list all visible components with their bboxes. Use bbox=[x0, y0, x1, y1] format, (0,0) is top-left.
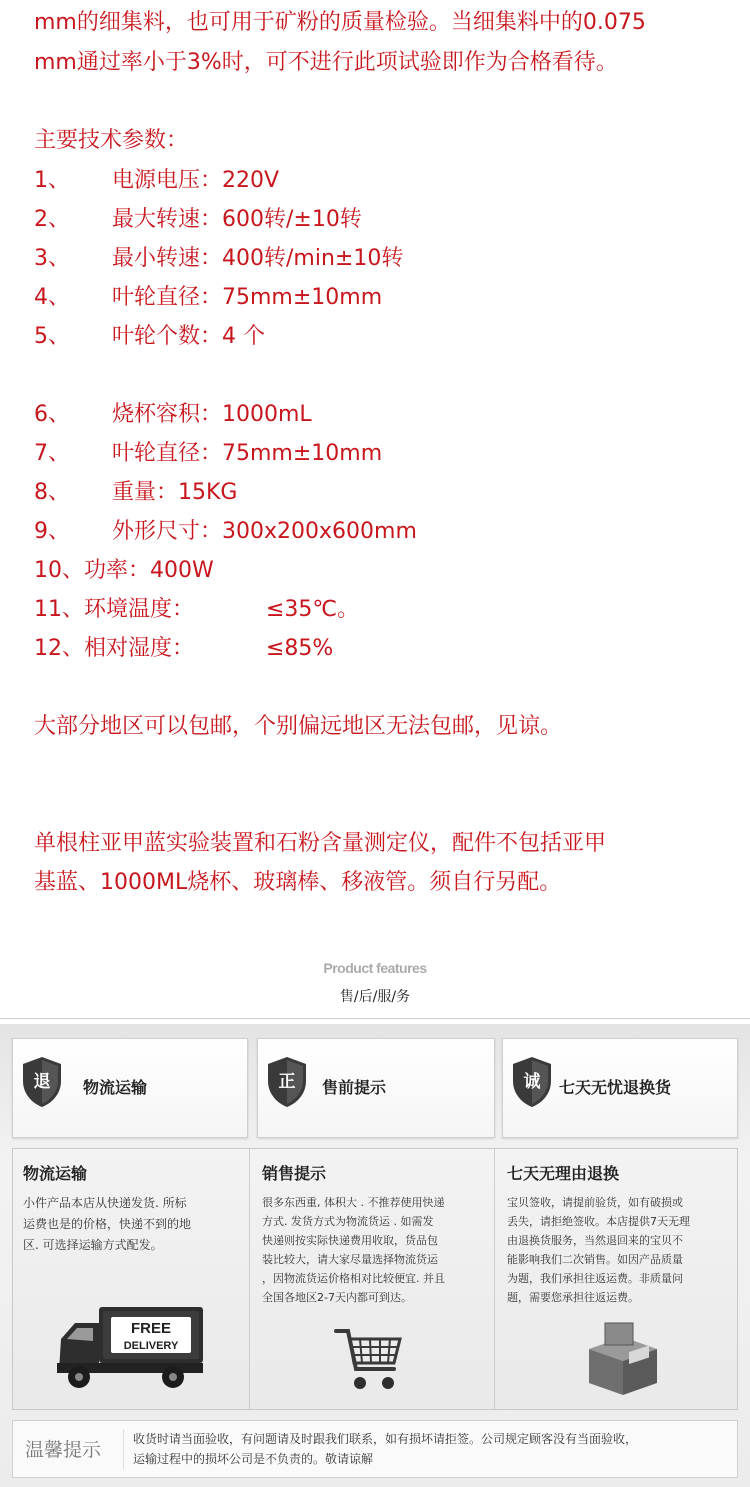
shipping-note: 大部分地区可以包邮，个别偏远地区无法包邮，见谅。 bbox=[34, 714, 563, 739]
spec-text: 重量：15KG bbox=[112, 480, 238, 505]
service-details-panel bbox=[12, 1148, 738, 1410]
body-line: 方式. 发货方式为物流货运 . 如需发 bbox=[262, 1215, 434, 1228]
spec-text: 相对湿度： bbox=[84, 636, 195, 661]
intro-line-1: mm的细集料，也可用于矿粉的质量检验。当细集料中的0.075 bbox=[34, 10, 646, 35]
warm-tip bbox=[12, 1420, 738, 1478]
badge-top-text: FREE bbox=[130, 1320, 172, 1337]
spec-number: 11、 bbox=[34, 597, 84, 622]
tip-text bbox=[133, 1429, 729, 1469]
spec-item bbox=[34, 400, 312, 430]
spec-text: 环境温度： bbox=[84, 597, 195, 622]
column-title: 物流运输 bbox=[23, 1164, 88, 1183]
spec-text: 烧杯容积：1000mL bbox=[112, 402, 312, 427]
shield-badge-text: 退 bbox=[33, 1072, 51, 1092]
spec-item bbox=[34, 244, 404, 274]
spec-item bbox=[34, 517, 417, 547]
spec-number: 7、 bbox=[34, 441, 70, 466]
card-label: 七天无忧退换货 bbox=[559, 1078, 672, 1097]
spec-number: 1、 bbox=[34, 168, 70, 193]
spec-number: 2、 bbox=[34, 207, 70, 232]
spec-item bbox=[34, 322, 265, 352]
features-title-en: Product features bbox=[323, 960, 427, 976]
spec-number: 5、 bbox=[34, 324, 70, 349]
tip-divider bbox=[123, 1429, 124, 1469]
spec-text: 叶轮个数：4 个 bbox=[112, 324, 265, 349]
service-card-logistics bbox=[12, 1038, 248, 1138]
body-line: 小件产品本店从快递发货. 所标 bbox=[23, 1196, 187, 1210]
shopping-cart-icon bbox=[334, 1325, 404, 1395]
body-line: 题，需要您承担往返运费。 bbox=[507, 1291, 639, 1304]
body-line: 快递则按实际快递费用收取，货品包 bbox=[262, 1234, 438, 1247]
spec-item bbox=[34, 556, 214, 586]
spec-number: 6、 bbox=[34, 402, 70, 427]
spec-item bbox=[34, 283, 383, 313]
spec-heading: 主要技术参数： bbox=[34, 128, 189, 153]
shield-badge-text: 正 bbox=[278, 1072, 296, 1092]
service-card-returns bbox=[502, 1038, 738, 1138]
tip-line: 运输过程中的损坏公司是不负责的。敬请谅解 bbox=[133, 1452, 374, 1466]
spec-number: 3、 bbox=[34, 246, 70, 271]
spec-number: 4、 bbox=[34, 285, 70, 310]
card-label: 售前提示 bbox=[322, 1078, 387, 1097]
service-card-presale bbox=[257, 1038, 495, 1138]
badge-bottom-text: DELIVERY bbox=[123, 1340, 179, 1352]
spec-number: 12、 bbox=[34, 636, 84, 661]
spec-item bbox=[34, 205, 362, 235]
spec-value: ≤35℃。 bbox=[266, 597, 360, 622]
body-line: 运费也是的价格，快递不到的地 bbox=[23, 1217, 192, 1231]
column-sales-tips bbox=[250, 1149, 494, 1409]
body-line: 丢失，请拒绝签收。本店提供7天无理 bbox=[507, 1215, 690, 1228]
column-title: 销售提示 bbox=[262, 1164, 327, 1183]
body-line: 为题，我们承担往返运费。非质量问 bbox=[507, 1272, 683, 1285]
body-line: 能影响我们二次销售。如因产品质量 bbox=[507, 1253, 683, 1266]
after-sales-service bbox=[0, 1024, 750, 1487]
body-line: 宝贝签收，请提前验货，如有破损或 bbox=[507, 1196, 683, 1209]
body-line: 很多东西重, 体积大 . 不推荐使用快递 bbox=[262, 1196, 445, 1209]
body-line: 由退换货服务，当然退回来的宝贝不 bbox=[507, 1234, 683, 1247]
body-line: 装比较大，请大家尽量选择物流货运 bbox=[262, 1253, 438, 1266]
column-logistics bbox=[13, 1149, 249, 1409]
spec-text: 叶轮直径：75mm±10mm bbox=[112, 441, 383, 466]
divider bbox=[0, 1018, 750, 1019]
spec-item bbox=[34, 439, 383, 469]
column-body bbox=[507, 1193, 727, 1307]
column-title: 七天无理由退换 bbox=[507, 1164, 620, 1183]
spec-text: 外形尺寸：300x200x600mm bbox=[112, 519, 417, 544]
tip-label: 温馨提示 bbox=[25, 1439, 102, 1461]
column-body bbox=[262, 1193, 486, 1307]
tip-line: 收货时请当面验收，有问题请及时跟我们联系，如有损坏请拒签。公司规定顾客没有当面验收， bbox=[133, 1432, 638, 1446]
spec-item bbox=[34, 634, 334, 664]
card-label: 物流运输 bbox=[83, 1078, 148, 1097]
spec-item bbox=[34, 595, 360, 625]
body-line: ，因物流货运价格相对比较便宜. 并且 bbox=[262, 1272, 445, 1285]
shield-badge-text: 诚 bbox=[523, 1072, 541, 1092]
package-box-icon bbox=[583, 1319, 663, 1399]
spec-number: 8、 bbox=[34, 480, 70, 505]
accessory-note-line-1: 单根柱亚甲蓝实验装置和石粉含量测定仪，配件不包括亚甲 bbox=[34, 831, 607, 856]
intro-line-2: mm通过率小于3%时，可不进行此项试验即作为合格看待。 bbox=[34, 50, 618, 75]
spec-text: 最大转速：600转/±10转 bbox=[112, 207, 362, 232]
column-returns bbox=[495, 1149, 737, 1409]
spec-text: 电源电压：220V bbox=[112, 168, 280, 193]
accessory-note-line-2: 基蓝、1000ML烧杯、玻璃棒、移液管。须自行另配。 bbox=[34, 870, 562, 895]
spec-value: ≤85% bbox=[266, 636, 334, 661]
body-line: 区. 可选择运输方式配发。 bbox=[23, 1238, 163, 1252]
spec-number: 10、 bbox=[34, 558, 84, 583]
spec-item bbox=[34, 166, 280, 196]
features-title-cn: 售/后/服/务 bbox=[339, 989, 411, 1005]
spec-number: 9、 bbox=[34, 519, 70, 544]
column-body bbox=[23, 1193, 239, 1256]
truck-icon bbox=[53, 1299, 209, 1395]
spec-text: 功率：400W bbox=[84, 558, 214, 583]
spec-item bbox=[34, 478, 238, 508]
spec-text: 最小转速：400转/min±10转 bbox=[112, 246, 404, 271]
spec-text: 叶轮直径：75mm±10mm bbox=[112, 285, 383, 310]
body-line: 全国各地区2-7天内都可到达。 bbox=[262, 1291, 412, 1304]
